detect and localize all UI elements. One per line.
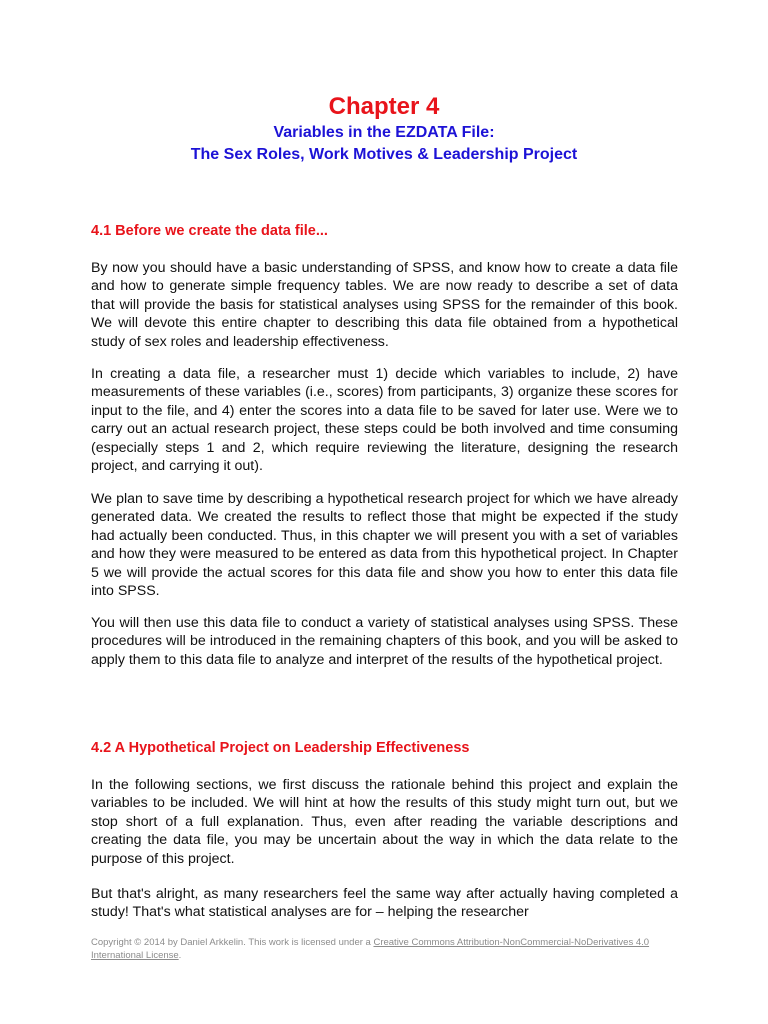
copyright-text: Copyright © 2014 by Daniel Arkkelin. This work is licensed under a bbox=[91, 937, 374, 948]
section-heading-4-2: 4.2 A Hypothetical Project on Leadership Effectiveness bbox=[91, 740, 470, 756]
chapter-subtitle-line1: Variables in the EZDATA File: bbox=[273, 124, 495, 141]
section-heading-4-1: 4.1 Before we create the data file... bbox=[91, 223, 328, 239]
footer-period: . bbox=[178, 950, 182, 961]
paragraph: But that's alright, as many researchers feel the same way after actually having completed a study! That's what statistical analyses are for – helping the researcher bbox=[91, 886, 678, 921]
paragraph: By now you should have a basic understanding of SPSS, and know how to create a data file and how to generate simple frequency tables. We are now ready to describe a set of data that will provide the basis for statistical analyses using SPSS for the remainder of this book. We will devote this entire chapter to describing this data file obtained from a hypothetical study of sex roles and leadership effectiveness. bbox=[91, 260, 678, 350]
paragraph: We plan to save time by describing a hypothetical research project for which we have already generated data. We created the results to reflect those that might be expected if the study had actually been conducted. Thus, in this chapter we will present you with a set of variables and how they were measured to be entered as data from this hypothetical project. In Chapter 5 we will provide the actual scores for this data file and show you how to enter this data file into SPSS. bbox=[91, 491, 678, 600]
copyright-footer bbox=[91, 936, 678, 962]
chapter-subtitle-line2: The Sex Roles, Work Motives & Leadership Project bbox=[190, 146, 578, 163]
paragraph: You will then use this data file to conduct a variety of statistical analyses using SPSS. These procedures will be introduced in the remaining chapters of this book, and you will be asked to apply them to this data file to analyze and interpret of the results of the hypothetical project. bbox=[91, 615, 678, 668]
license-link[interactable]: Creative Commons Attribution-NonCommercial-NoDerivatives 4.0 International License bbox=[91, 937, 650, 961]
paragraph: In the following sections, we first discuss the rationale behind this project and explain the variables to be included. We will hint at how the results of this study might turn out, but we stop short of a full explanation. Thus, even after reading the variable descriptions and creating the data file, you may be uncertain about the way in which the data relate to the purpose of this project. bbox=[91, 777, 678, 867]
chapter-title: Chapter 4 bbox=[328, 93, 440, 120]
paragraph: In creating a data file, a researcher must 1) decide which variables to include, 2) have measurements of these variables (i.e., scores) from participants, 3) organize these scores for input to the file, and 4) enter the scores into a data file to be saved for later use. Were we to carry out an actual research project, these steps could be both involved and time consuming (especially steps 1 and 2, which require reviewing the literature, designing the research project, and carrying it out). bbox=[91, 366, 678, 475]
